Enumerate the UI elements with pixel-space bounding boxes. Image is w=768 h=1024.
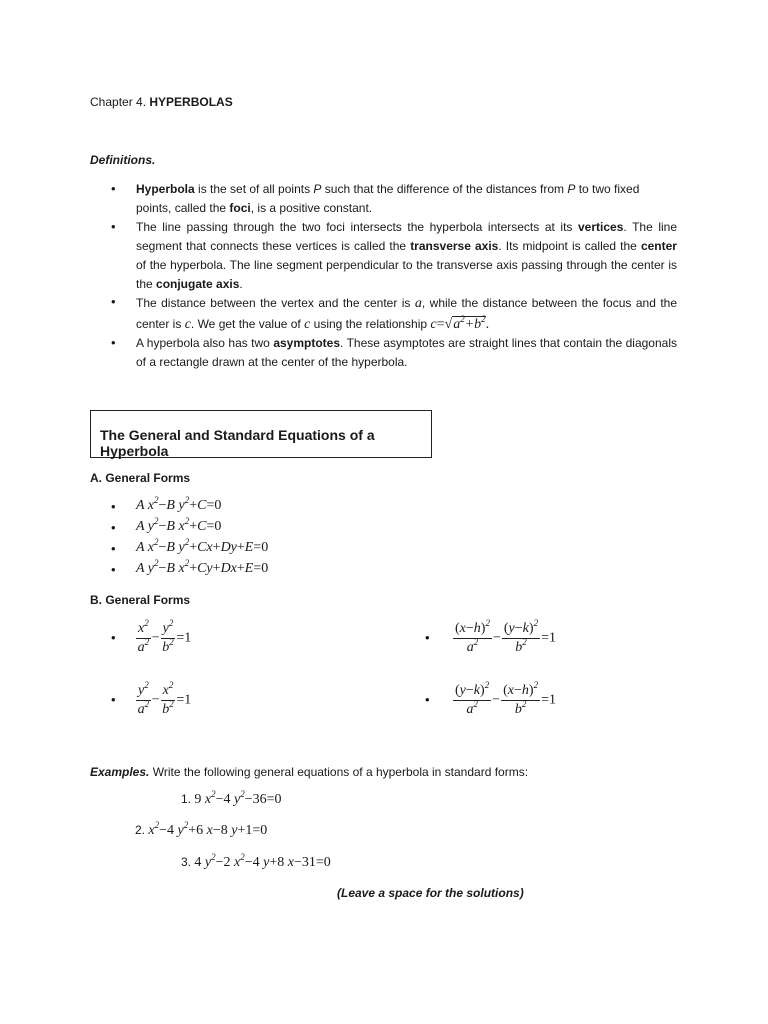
term-center: center — [640, 239, 677, 253]
bullet: • — [111, 219, 116, 234]
bullet: • — [111, 541, 116, 556]
section-a-heading: A. General Forms — [90, 471, 191, 485]
equation: $\frac{x^2}{a^2}$ − $\frac{y^2}{b^2}$ =1 — [137, 618, 192, 655]
term-vertices: vertices — [578, 220, 624, 234]
definition-item-hyperbola — [111, 180, 677, 218]
text: using the relationship — [310, 317, 431, 331]
text: to two fixed — [575, 182, 640, 196]
text: The line passing through the two foci intersects the hyperbola intersects at its — [136, 220, 578, 234]
equation: $\frac{(y-k)^2}{a^2}$ − $\frac{(x-h)^2}{b^2}$ =1 — [455, 680, 556, 717]
equation: A $y^2-B$ $x^2+C=0$ — [136, 516, 222, 534]
chapter-title — [90, 95, 233, 109]
term-asymptotes: asymptotes — [273, 336, 341, 350]
chapter-prefix: Chapter 4. — [90, 95, 150, 109]
example-1 — [181, 789, 282, 808]
text: . Its midpoint is called the — [498, 239, 641, 253]
section-title-box — [90, 410, 432, 458]
example-number: 3. — [181, 855, 192, 869]
equation: $\frac{(x-h)^2}{a^2}$ − $\frac{(y-k)^2}{b^2}$ =1 — [455, 618, 556, 655]
text: The distance between the vertex and the center is — [136, 296, 415, 310]
text: , is a positive constant. — [250, 201, 373, 215]
section-b-heading: B. General Forms — [90, 593, 191, 607]
term-conjugate-axis: conjugate axis — [156, 277, 240, 291]
solutions-note: (Leave a space for the solutions) — [337, 886, 524, 900]
definition-item-vertices — [111, 218, 677, 294]
example-3 — [181, 852, 331, 871]
term-foci: foci — [229, 201, 251, 215]
text: is the set of all points — [194, 182, 314, 196]
var-p: P — [567, 182, 576, 196]
definitions-heading: Definitions. — [90, 153, 156, 167]
example-2 — [135, 820, 268, 839]
chapter-name: HYPERBOLAS — [149, 95, 233, 109]
examples-text: Write the following general equations of a hyperbola in standard forms: — [149, 765, 529, 779]
bullet: • — [425, 630, 430, 645]
bullet: • — [111, 630, 116, 645]
var-c: c — [184, 317, 191, 332]
equation: A $x^2-B$ $y^2+C=0$ — [136, 495, 222, 513]
bullet: • — [111, 692, 116, 707]
var-p: P — [313, 182, 322, 196]
equation: 9 $x^2-4$ $y^2-36=0$ — [194, 789, 282, 807]
var-c: c — [304, 317, 311, 332]
text: , while the distance between the focus and the center is — [136, 296, 677, 331]
term-hyperbola: Hyperbola — [136, 182, 195, 196]
bullet: • — [111, 335, 116, 350]
text: of the hyperbola. The line segment perpendicular to the transverse axis passing through the center is the — [136, 258, 677, 291]
text: points, called the — [136, 201, 230, 215]
var-a: a — [414, 296, 422, 311]
definition-item-distance — [111, 293, 677, 335]
bullet: • — [111, 562, 116, 577]
formula-c-relationship: $c=√a^2+b^2$. — [430, 314, 490, 332]
text: A hyperbola also has two — [136, 336, 274, 350]
equation: A $x^2-B$ $y^2+Cx+Dy+E=0$ — [136, 537, 269, 555]
equation: 4 $y^2-2$ $x^2-4$ y+8 x−31=0 — [194, 852, 331, 870]
text: . These asymptotes are straight lines that contain the diagonals of a rectangle drawn at the center of the hyperbola. — [136, 336, 677, 369]
definition-item-asymptotes — [111, 334, 677, 372]
text: such that the difference of the distances from — [321, 182, 568, 196]
bullet: • — [111, 520, 116, 535]
bullet: • — [111, 499, 116, 514]
bullet: • — [425, 692, 430, 707]
text: . The line segment that connects these vertices is called the — [136, 220, 677, 253]
examples-label: Examples. — [90, 765, 150, 779]
text: . — [239, 277, 243, 291]
equation: $x^2-4$ $y^2+6$ x−8 y+1=0 — [148, 820, 268, 838]
section-title: The General and Standard Equations of a Hyperbola — [100, 427, 375, 459]
bullet: • — [111, 294, 116, 309]
examples-intro — [90, 765, 528, 779]
equation: $\frac{y^2}{a^2}$ − $\frac{x^2}{b^2}$ =1 — [137, 680, 192, 717]
bullet: • — [111, 181, 116, 196]
term-transverse-axis: transverse axis — [410, 239, 499, 253]
text: . We get the value of — [190, 317, 305, 331]
example-number: 2. — [135, 823, 146, 837]
equation: A $y^2-B$ $x^2+Cy+Dx+E=0$ — [136, 558, 269, 576]
example-number: 1. — [181, 792, 192, 806]
